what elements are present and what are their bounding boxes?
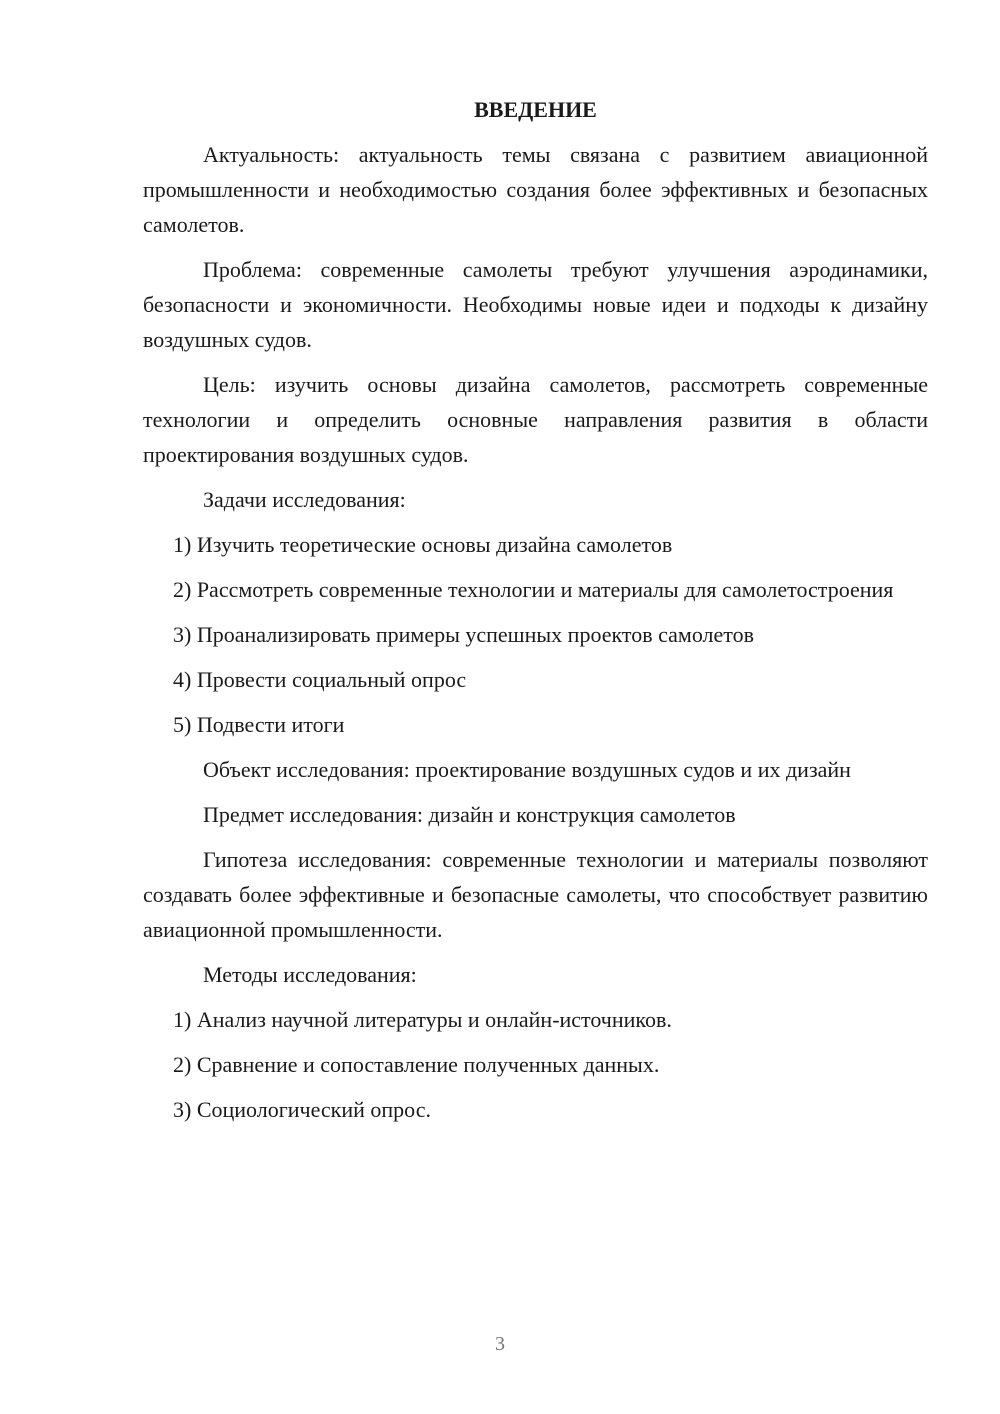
task-item: 1) Изучить теоретические основы дизайна самолетов (173, 532, 673, 557)
object-paragraph: Объект исследования: проектирование воздушных судов и их дизайн (203, 757, 851, 782)
page-content (143, 95, 928, 1137)
page-title: ВВЕДЕНИЕ (474, 97, 597, 122)
hypothesis-paragraph: Гипотеза исследования: современные технологии и материалы позволяют создавать более эффективные и безопасные самолеты, что способствует развитию авиационной промышленности. (143, 847, 928, 942)
relevance-paragraph: Актуальность: актуальность темы связана с развитием авиационной промышленности и необходимостью создания более эффективных и безопасных самолетов. (143, 142, 928, 237)
page-number: 3 (495, 1333, 505, 1355)
problem-paragraph: Проблема: современные самолеты требуют улучшения аэродинамики, безопасности и экономичности. Необходимы новые идеи и подходы к дизайну воздушных судов. (143, 257, 928, 352)
subject-paragraph: Предмет исследования: дизайн и конструкция самолетов (203, 802, 736, 827)
task-item: 5) Подвести итоги (173, 712, 345, 737)
goal-paragraph: Цель: изучить основы дизайна самолетов, рассмотреть современные технологии и определить основные направления развития в области проектирования воздушных судов. (143, 372, 928, 467)
task-item: 2) Рассмотреть современные технологии и материалы для самолетостроения (173, 577, 894, 602)
tasks-heading: Задачи исследования: (203, 487, 406, 512)
methods-heading: Методы исследования: (203, 962, 417, 987)
task-item: 3) Проанализировать примеры успешных проектов самолетов (173, 622, 754, 647)
method-item: 2) Сравнение и сопоставление полученных данных. (173, 1052, 660, 1077)
method-item: 1) Анализ научной литературы и онлайн-источников. (173, 1007, 672, 1032)
task-item: 4) Провести социальный опрос (173, 667, 467, 692)
method-item: 3) Социологический опрос. (173, 1097, 431, 1122)
